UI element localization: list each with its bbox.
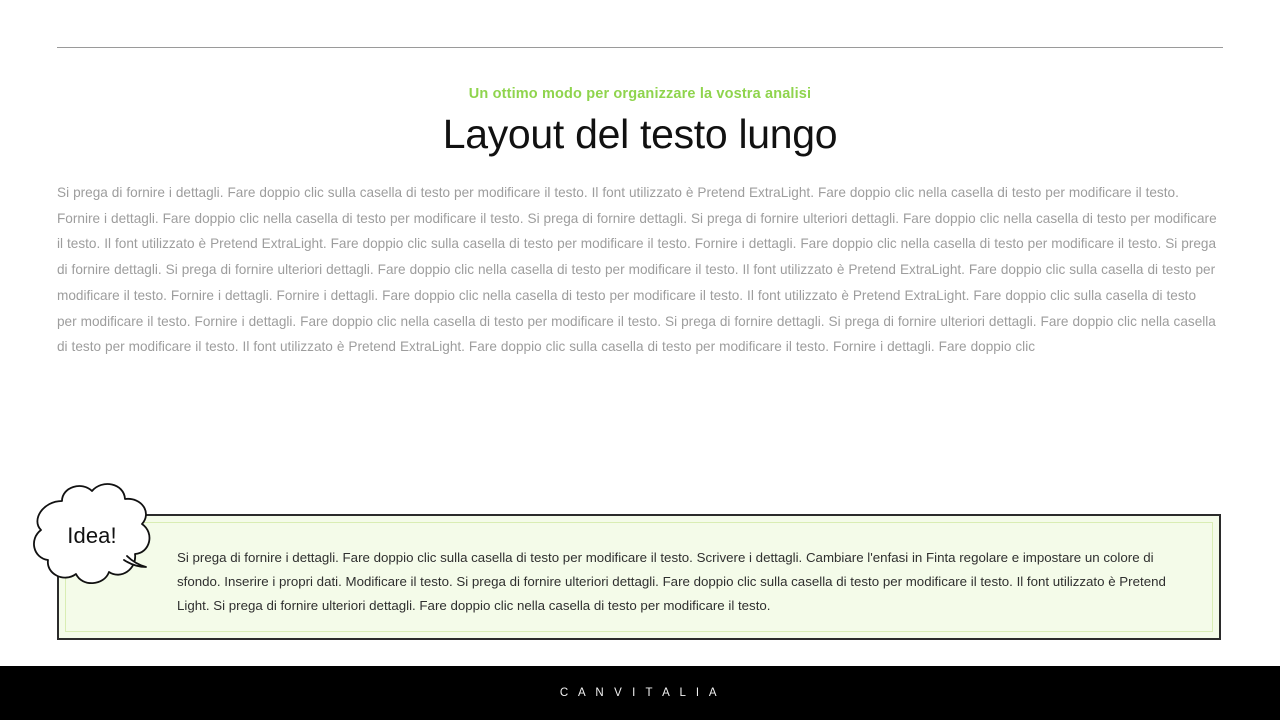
footer-brand-text: C A N V I T A L I A [559, 687, 721, 699]
idea-thought-cloud[interactable] [26, 479, 158, 597]
slide-header [0, 84, 1280, 158]
callout-text[interactable]: Si prega di fornire i dettagli. Fare doppio clic sulla casella di testo per modificare il testo. Scrivere i dettagli. Cambiare l'enfasi in Finta regolare e impostare un colore di sfondo. Inserire i propri dati. Modificare il testo. Si prega di fornire ulteriori dettagli. Fare doppio clic sulla casella di testo per modificare il testo. Il font utilizzato è Pretend Light. Si prega di fornire ulteriori dettagli. Fare doppio clic nella casella di testo per modificare il testo. [177, 550, 1166, 613]
callout-box[interactable] [57, 514, 1221, 640]
page-title: Layout del testo lungo [442, 111, 838, 157]
idea-label: Idea! [67, 523, 117, 548]
eyebrow-text: Un ottimo modo per organizzare la vostra analisi [468, 86, 812, 102]
footer-bar [0, 666, 1280, 720]
body-paragraph[interactable]: Si prega di fornire i dettagli. Fare doppio clic sulla casella di testo per modificare il testo. Il font utilizzato è Pretend ExtraLight. Fare doppio clic nella casella di testo per modificare il testo. Fornire i dettagli. Fare doppio clic nella casella di testo per modificare il testo. Si prega di fornire dettagli. Si prega di fornire ulteriori dettagli. Fare doppio clic nella casella di testo per modificare il testo. Il font utilizzato è Pretend ExtraLight. Fare doppio clic sulla casella di testo per modificare il testo. Fornire i dettagli. Fare doppio clic nella casella di testo per modificare il testo. Si prega di fornire dettagli. Si prega di fornire ulteriori dettagli. Fare doppio clic nella casella di testo per modificare il testo. Il font utilizzato è Pretend ExtraLight. Fare doppio clic sulla casella di testo per modificare il testo. Fornire i dettagli. Fornire i dettagli. Fare doppio clic nella casella di testo per modificare il testo. Il font utilizzato è Pretend ExtraLight. Fare doppio clic sulla casella di testo per modificare il testo. Fornire i dettagli. Fare doppio clic nella casella di testo per modificare il testo. Si prega di fornire dettagli. Si prega di fornire ulteriori dettagli. Fare doppio clic nella casella di testo per modificare il testo. Il font utilizzato è Pretend ExtraLight. Fare doppio clic sulla casella di testo per modificare il testo. Fornire i dettagli. Fare doppio clic [57, 185, 1217, 355]
header-divider [57, 47, 1223, 48]
